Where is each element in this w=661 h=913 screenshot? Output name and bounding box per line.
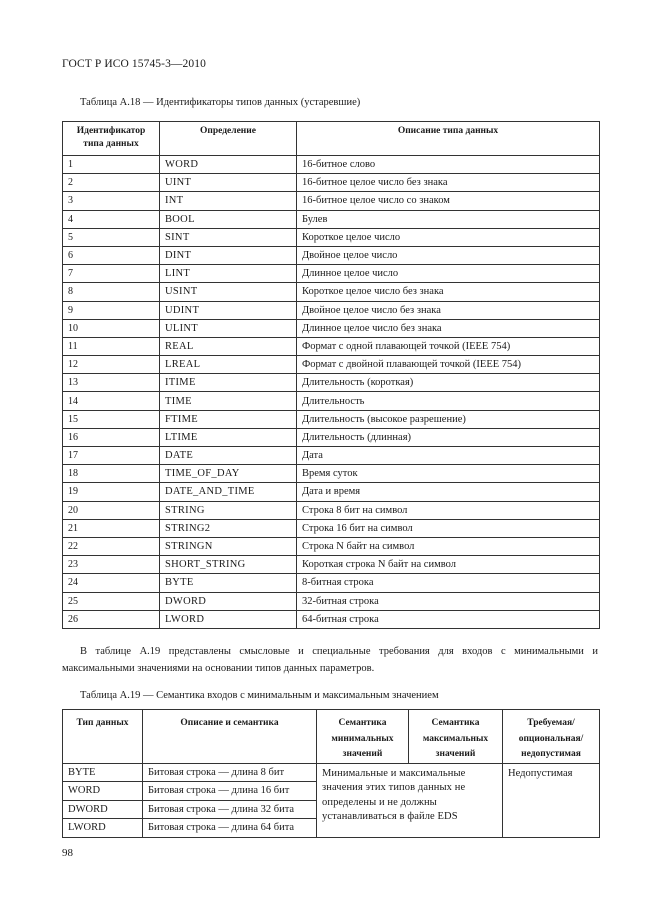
cell-identifier: 2 (63, 174, 160, 192)
cell-description: Длительность (короткая) (297, 374, 600, 392)
column-header-max-semantics: Семантика максимальных значений (409, 710, 503, 764)
cell-identifier: 23 (63, 556, 160, 574)
table-row (63, 319, 600, 337)
column-header-requirement: Требуемая/ опциональная/ недопустимая (503, 710, 600, 764)
cell-description: 16-битное целое число со знаком (297, 192, 600, 210)
table-a18-caption: Таблица А.18 — Идентификаторы типов данных (устаревшие) (80, 97, 361, 108)
table-a19 (62, 709, 600, 838)
cell-description: Длинное целое число (297, 265, 600, 283)
cell-identifier: 10 (63, 319, 160, 337)
column-header-description: Описание типа данных (297, 122, 600, 156)
cell-identifier: 13 (63, 374, 160, 392)
cell-description: Битовая строка — длина 64 бита (143, 819, 317, 838)
cell-data-type: LWORD (63, 819, 143, 838)
cell-definition: SINT (160, 228, 297, 246)
column-header-definition: Определение (160, 122, 297, 156)
cell-definition: FTIME (160, 410, 297, 428)
table-row (63, 592, 600, 610)
page-number: 98 (62, 847, 73, 859)
table-row (63, 301, 600, 319)
table-row (63, 246, 600, 264)
cell-identifier: 3 (63, 192, 160, 210)
table-row (63, 763, 600, 782)
cell-definition: DWORD (160, 592, 297, 610)
cell-description: Строка 8 бит на символ (297, 501, 600, 519)
table-row (63, 210, 600, 228)
table-row (63, 610, 600, 628)
cell-definition: SHORT_STRING (160, 556, 297, 574)
cell-identifier: 4 (63, 210, 160, 228)
cell-data-type: BYTE (63, 763, 143, 782)
cell-identifier: 9 (63, 301, 160, 319)
table-row (63, 556, 600, 574)
cell-identifier: 6 (63, 246, 160, 264)
table-row (63, 392, 600, 410)
column-header-identifier: Идентификатор типа данных (63, 122, 160, 156)
cell-identifier: 5 (63, 228, 160, 246)
cell-description: Формат с одной плавающей точкой (IEEE 754) (297, 337, 600, 355)
cell-definition: STRING2 (160, 519, 297, 537)
table-row (63, 483, 600, 501)
cell-definition: LWORD (160, 610, 297, 628)
cell-description: Длительность (длинная) (297, 428, 600, 446)
cell-identifier: 17 (63, 447, 160, 465)
table-row (63, 574, 600, 592)
cell-description: Формат с двойной плавающей точкой (IEEE 754) (297, 356, 600, 374)
table-row (63, 374, 600, 392)
table-header-row (63, 122, 600, 156)
cell-definition: USINT (160, 283, 297, 301)
cell-identifier: 26 (63, 610, 160, 628)
cell-data-type: WORD (63, 782, 143, 801)
cell-description: Двойное целое число (297, 246, 600, 264)
cell-requirement: Недопустимая (503, 763, 600, 837)
cell-definition: ITIME (160, 374, 297, 392)
cell-definition: INT (160, 192, 297, 210)
cell-identifier: 22 (63, 537, 160, 555)
cell-definition: DATE (160, 447, 297, 465)
cell-definition: TIME (160, 392, 297, 410)
cell-description: 32-битная строка (297, 592, 600, 610)
cell-description: Битовая строка — длина 8 бит (143, 763, 317, 782)
table-header-row (63, 710, 600, 764)
cell-description: Короткое целое число (297, 228, 600, 246)
table-a18 (62, 121, 600, 629)
cell-definition: LREAL (160, 356, 297, 374)
cell-identifier: 20 (63, 501, 160, 519)
cell-identifier: 16 (63, 428, 160, 446)
cell-definition: DINT (160, 246, 297, 264)
table-row (63, 265, 600, 283)
cell-definition: LTIME (160, 428, 297, 446)
table-row (63, 410, 600, 428)
cell-description: Короткое целое число без знака (297, 283, 600, 301)
cell-description: Длительность (297, 392, 600, 410)
cell-description: 16-битное целое число без знака (297, 174, 600, 192)
table-row (63, 337, 600, 355)
cell-description: Строка N байт на символ (297, 537, 600, 555)
cell-definition: STRINGN (160, 537, 297, 555)
cell-definition: TIME_OF_DAY (160, 465, 297, 483)
cell-description: Длительность (высокое разрешение) (297, 410, 600, 428)
cell-identifier: 18 (63, 465, 160, 483)
cell-description: Двойное целое число без знака (297, 301, 600, 319)
cell-identifier: 1 (63, 156, 160, 174)
table-a19-caption: Таблица А.19 — Семантика входов с минимальным и максимальным значением (80, 690, 439, 701)
cell-definition: WORD (160, 156, 297, 174)
cell-min-max-semantics: Минимальные и максимальные значения этих типов данных не определены и не должны устанавливаться в файле EDS (317, 763, 503, 837)
table-row (63, 428, 600, 446)
cell-description: Дата и время (297, 483, 600, 501)
cell-definition: UDINT (160, 301, 297, 319)
table-row (63, 537, 600, 555)
cell-identifier: 8 (63, 283, 160, 301)
cell-definition: DATE_AND_TIME (160, 483, 297, 501)
cell-description: Длинное целое число без знака (297, 319, 600, 337)
cell-definition: REAL (160, 337, 297, 355)
cell-identifier: 7 (63, 265, 160, 283)
table-row (63, 192, 600, 210)
cell-description: Битовая строка — длина 32 бита (143, 800, 317, 819)
cell-description: Время суток (297, 465, 600, 483)
cell-description: 16-битное слово (297, 156, 600, 174)
column-header-data-type: Тип данных (63, 710, 143, 764)
cell-definition: LINT (160, 265, 297, 283)
cell-data-type: DWORD (63, 800, 143, 819)
cell-definition: STRING (160, 501, 297, 519)
table-row (63, 519, 600, 537)
cell-definition: BYTE (160, 574, 297, 592)
cell-definition: ULINT (160, 319, 297, 337)
cell-identifier: 14 (63, 392, 160, 410)
table-row (63, 283, 600, 301)
cell-description: Битовая строка — длина 16 бит (143, 782, 317, 801)
table-row (63, 156, 600, 174)
table-row (63, 447, 600, 465)
cell-identifier: 19 (63, 483, 160, 501)
cell-description: Дата (297, 447, 600, 465)
cell-definition: BOOL (160, 210, 297, 228)
cell-description: 64-битная строка (297, 610, 600, 628)
table-row (63, 501, 600, 519)
cell-identifier: 11 (63, 337, 160, 355)
table-row (63, 356, 600, 374)
cell-identifier: 21 (63, 519, 160, 537)
cell-description: Булев (297, 210, 600, 228)
column-header-min-semantics: Семантика минимальных значений (317, 710, 409, 764)
cell-identifier: 24 (63, 574, 160, 592)
table-row (63, 174, 600, 192)
cell-description: 8-битная строка (297, 574, 600, 592)
body-paragraph: В таблице А.19 представлены смысловые и специальные требования для входов с минимальными и максимальными значениями на основании типов данных параметров. (62, 646, 598, 674)
cell-identifier: 15 (63, 410, 160, 428)
cell-description: Строка 16 бит на символ (297, 519, 600, 537)
table-row (63, 465, 600, 483)
cell-description: Короткая строка N байт на символ (297, 556, 600, 574)
column-header-description: Описание и семантика (143, 710, 317, 764)
cell-identifier: 25 (63, 592, 160, 610)
table-row (63, 228, 600, 246)
cell-definition: UINT (160, 174, 297, 192)
document-header: ГОСТ Р ИСО 15745-3—2010 (62, 58, 206, 70)
cell-identifier: 12 (63, 356, 160, 374)
